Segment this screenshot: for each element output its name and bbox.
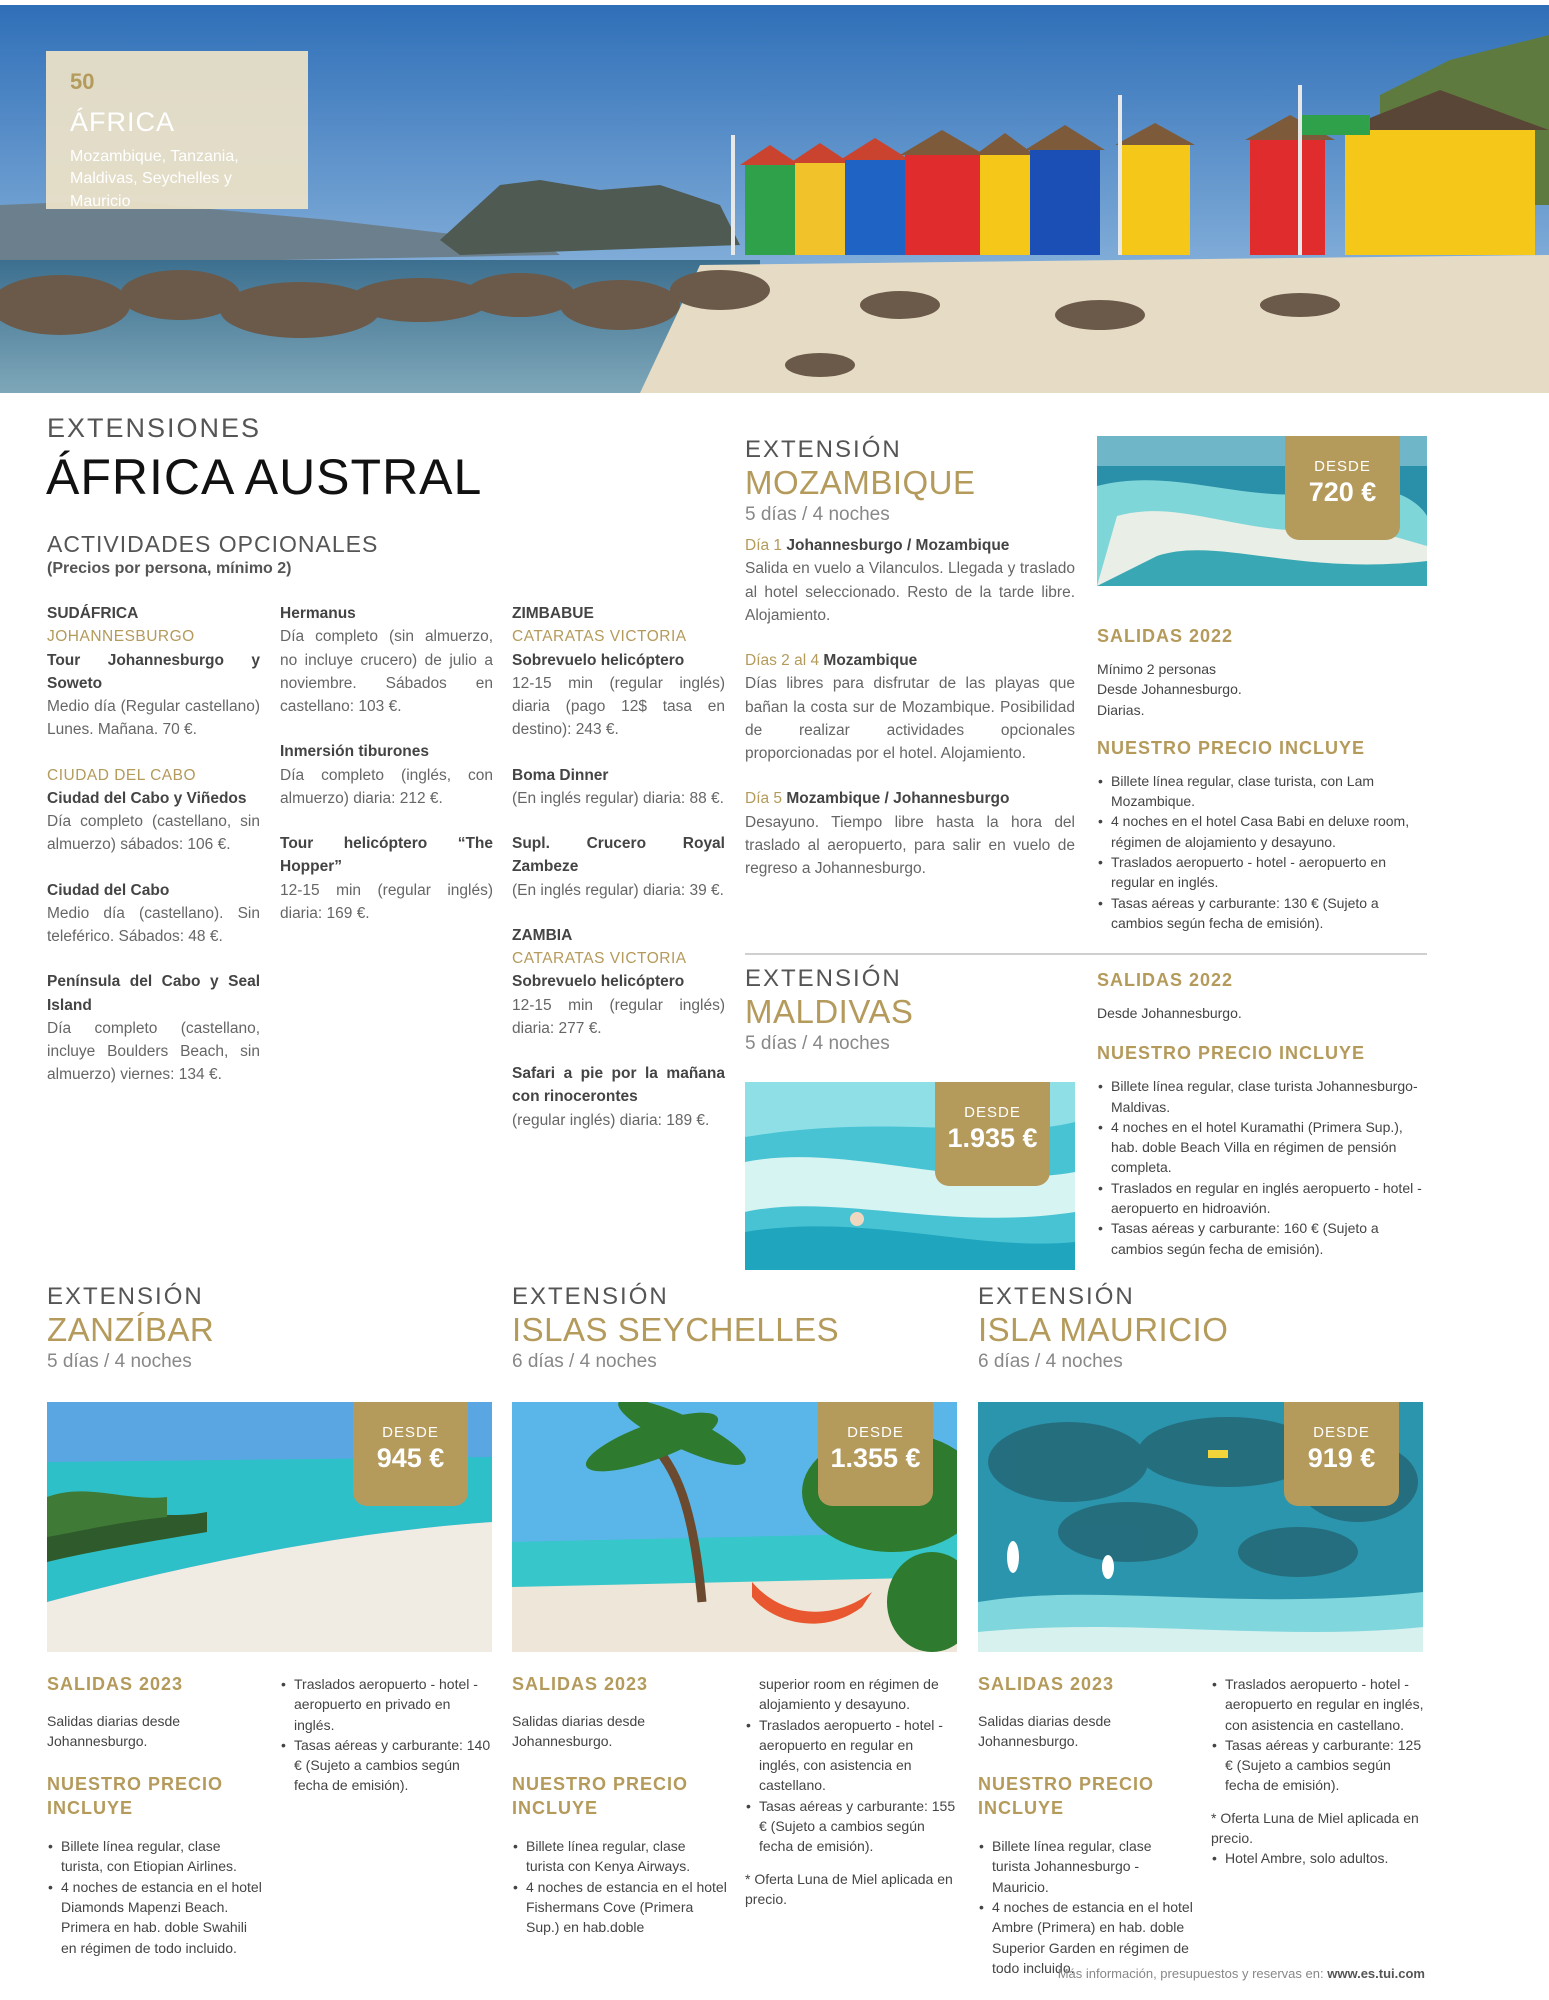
day-title: Mozambique <box>823 652 918 669</box>
price-badge <box>935 1082 1050 1186</box>
country-label: ZAMBIA <box>512 926 573 944</box>
list-item: • Billete línea regular, clase turista Johannesburgo - Mauricio. <box>992 1836 1193 1897</box>
destination-title: MALDIVAS <box>745 993 914 1030</box>
incluye-title: NUESTRO PRECIO INCLUYE <box>47 1773 224 1818</box>
mauricio-details-right <box>1211 1674 1426 1869</box>
footer <box>1058 1966 1425 1981</box>
badge-label: DESDE <box>1313 1424 1370 1441</box>
activity-title: Hermanus <box>280 605 356 622</box>
salidas-line: Mínimo 2 personas <box>1097 661 1217 677</box>
country-label: ZIMBABUE <box>512 605 594 622</box>
duration: 6 días / 4 noches <box>978 1351 1123 1372</box>
list-item: • Hotel Ambre, solo adultos. <box>1225 1848 1426 1868</box>
day-text: Desayuno. Tiempo libre hasta la hora del traslado al aeropuerto, para salir en vuelo de regreso a Johannesburgo. <box>745 813 1075 877</box>
activity-text: Día completo (castellano, sin almuerzo) sábados: 106 €. <box>47 813 260 854</box>
activity-item <box>47 787 260 857</box>
incluye-title: NUESTRO PRECIO INCLUYE <box>1097 1043 1366 1064</box>
incluye-list <box>1097 771 1427 933</box>
zanzibar-details-right <box>280 1674 492 1796</box>
salidas-title: SALIDAS 2022 <box>1097 970 1234 990</box>
activity-item <box>47 970 260 1086</box>
city-label: CATARATAS VICTORIA <box>512 950 687 967</box>
list-item: • Traslados en regular en inglés aeropuerto - hotel - aeropuerto en hidroavión. <box>1111 1178 1427 1219</box>
list-item: • Billete línea regular, clase turista, con Etiopian Airlines. <box>61 1836 262 1877</box>
badge-label: DESDE <box>1314 458 1371 475</box>
duration: 5 días / 4 noches <box>47 1351 192 1372</box>
day-label: Día 5 <box>745 790 783 808</box>
list-item: • 4 noches de estancia en el hotel Fishermans Cove (Primera Sup.) en hab.doble <box>526 1877 727 1938</box>
activity-text: (En inglés regular) diaria: 88 €. <box>512 789 724 807</box>
activity-text: 12-15 min (regular inglés) diaria (pago 12$ tasa en destino): 243 €. <box>512 674 725 739</box>
badge-label: DESDE <box>964 1104 1021 1121</box>
page-title: ÁFRICA AUSTRAL <box>46 449 483 505</box>
activity-title: Ciudad del Cabo y Viñedos <box>47 789 247 807</box>
destination-title: ISLA MAURICIO <box>978 1311 1229 1348</box>
extension-kicker: EXTENSIÓN <box>745 436 902 463</box>
city-label: CATARATAS VICTORIA <box>512 628 687 646</box>
price-badge <box>1285 436 1400 540</box>
duration: 6 días / 4 noches <box>512 1351 657 1372</box>
mauricio-header <box>978 1283 1228 1373</box>
badge-price: 1.935 € <box>947 1123 1038 1153</box>
activity-item <box>280 602 493 718</box>
extensiones-kicker: EXTENSIONES <box>47 413 262 443</box>
list-item: • Traslados aeropuerto - hotel - aeropuerto en privado en inglés. <box>294 1674 492 1735</box>
activity-item <box>512 970 725 1040</box>
extension-kicker: EXTENSIÓN <box>978 1283 1135 1310</box>
activity-item <box>47 879 260 949</box>
salidas-line: Desde Johannesburgo. <box>1097 681 1242 698</box>
incluye-list <box>280 1674 492 1796</box>
list-item: • 4 noches de estancia en el hotel Diamonds Mapenzi Beach. Primera en hab. doble Swahili en régimen de todo incluido. <box>61 1877 262 1958</box>
incluye-list <box>47 1836 262 1958</box>
salidas-title: SALIDAS 2023 <box>512 1674 649 1694</box>
duration: 5 días / 4 noches <box>745 504 890 525</box>
activity-title: Península del Cabo y Seal Island <box>47 973 260 1014</box>
badge-label: DESDE <box>382 1424 439 1441</box>
activity-text: Día completo (castellano, incluye Boulders Beach, sin almuerzo) viernes: 134 €. <box>47 1019 260 1084</box>
list-item: • Traslados aeropuerto - hotel - aeropuerto en regular en inglés. <box>1111 852 1427 893</box>
itinerary-day <box>745 534 1075 627</box>
price-badge <box>818 1402 933 1506</box>
day-text: Días libres para disfrutar de las playas que bañan la costa sur de Mozambique. Posibilidad de realizar actividades opcionales proporcionadas por el hotel. Alojamiento. <box>745 675 1075 762</box>
salidas-title: SALIDAS 2023 <box>978 1674 1115 1694</box>
country-label: SUDÁFRICA <box>47 605 139 622</box>
section-divider <box>745 953 1427 955</box>
activity-title: Tour helicóptero “The Hopper” <box>280 835 493 876</box>
page-number: 50 <box>70 69 95 94</box>
maldivas-details <box>1097 970 1427 1259</box>
header-label-box <box>46 51 308 209</box>
itinerary-day <box>745 787 1075 880</box>
list-item: • 4 noches en el hotel Casa Babi en deluxe room, régimen de alojamiento y desayuno. <box>1111 811 1427 852</box>
incluye-list <box>1097 1076 1427 1259</box>
extension-kicker: EXTENSIÓN <box>47 1283 204 1310</box>
salidas-title: SALIDAS 2023 <box>47 1674 184 1694</box>
zanzibar-details-left <box>47 1674 262 1958</box>
activity-item <box>280 832 493 925</box>
badge-label: DESDE <box>847 1424 904 1441</box>
zanzibar-header <box>47 1283 214 1373</box>
price-badge <box>1284 1402 1399 1506</box>
extension-kicker: EXTENSIÓN <box>745 965 902 992</box>
activity-text: 12-15 min (regular inglés) diaria: 169 €. <box>280 881 493 922</box>
day-title: Johannesburgo / Mozambique <box>786 537 1010 554</box>
list-item: • 4 noches en el hotel Kuramathi (Primera Sup.), hab. doble Beach Villa en régimen de pensión completa. <box>1111 1117 1427 1178</box>
activities-col-2 <box>280 602 493 947</box>
maldivas-header <box>745 965 913 1055</box>
activity-title: Safari a pie por la mañana con rinocerontes <box>512 1065 725 1106</box>
destination-title: MOZAMBIQUE <box>745 464 976 501</box>
incluye-list <box>512 1836 727 1937</box>
activity-title: Inmersión tiburones <box>280 743 429 761</box>
incluye-list <box>978 1836 1193 1978</box>
salidas-text <box>1097 659 1427 720</box>
list-item: • Tasas aéreas y carburante: 130 € (Sujeto a cambios según fecha de emisión). <box>1111 893 1427 934</box>
incluye-title: NUESTRO PRECIO INCLUYE <box>978 1773 1155 1818</box>
activities-title: ACTIVIDADES OPCIONALES <box>47 531 379 557</box>
region-subtitle: Mozambique, Tanzania, Maldivas, Seychelles y Mauricio <box>70 148 239 210</box>
seychelles-details-right <box>745 1674 957 1909</box>
seychelles-header <box>512 1283 839 1373</box>
activity-title: Supl. Crucero Royal Zambeze <box>512 835 725 876</box>
salidas-text: Salidas diarias desde Johannesburgo. <box>512 1713 646 1750</box>
list-item: • Tasas aéreas y carburante: 140 € (Sujeto a cambios según fecha de emisión). <box>294 1735 492 1796</box>
activity-text: Medio día (Regular castellano) Lunes. Mañana. 70 €. <box>47 698 260 739</box>
activity-text: 12-15 min (regular inglés) diaria: 277 €. <box>512 996 725 1037</box>
list-item: • Tasas aéreas y carburante: 155 € (Sujeto a cambios según fecha de emisión). <box>759 1796 957 1857</box>
activity-item <box>512 832 725 902</box>
list-item: • Tasas aéreas y carburante: 160 € (Sujeto a cambios según fecha de emisión). <box>1111 1218 1427 1259</box>
salidas-text: Salidas diarias desde Johannesburgo. <box>47 1713 181 1750</box>
incluye-title: NUESTRO PRECIO INCLUYE <box>512 1773 689 1818</box>
list-item: • Tasas aéreas y carburante: 125 € (Sujeto a cambios según fecha de emisión). <box>1225 1735 1426 1796</box>
destination-title: ISLAS SEYCHELLES <box>512 1311 840 1348</box>
duration: 5 días / 4 noches <box>745 1033 890 1054</box>
incluye-continuation: superior room en régimen de alojamiento y desayuno. <box>759 1676 939 1713</box>
salidas-line: Diarias. <box>1097 701 1145 718</box>
activity-title: Tour Johannesburgo y Soweto <box>47 651 260 692</box>
activity-text: Día completo (sin almuerzo, no incluye crucero) de julio a noviembre. Sábados en castellano: 103 €. <box>280 628 493 715</box>
honeymoon-note: * Oferta Luna de Miel aplicada en precio. <box>745 1870 953 1907</box>
salidas-title: SALIDAS 2022 <box>1097 626 1234 646</box>
activity-title: Sobrevuelo helicóptero <box>512 973 685 991</box>
mozambique-details <box>1097 626 1427 933</box>
honeymoon-note: * Oferta Luna de Miel aplicada en precio. <box>1211 1809 1419 1847</box>
incluye-title: NUESTRO PRECIO INCLUYE <box>1097 737 1366 758</box>
incluye-list <box>1211 1674 1426 1796</box>
activity-item <box>512 764 725 811</box>
list-item: • Billete línea regular, clase turista con Kenya Airways. <box>526 1836 727 1877</box>
activity-item <box>512 1062 725 1132</box>
activity-title: Ciudad del Cabo <box>47 881 170 899</box>
activity-title: Boma Dinner <box>512 766 609 784</box>
activity-item <box>512 649 725 742</box>
activity-text: (En inglés regular) diaria: 39 €. <box>512 881 724 899</box>
list-item: • 4 noches de estancia en el hotel Ambre (Primera) en hab. doble Superior Garden en régimen de todo incluido. <box>992 1897 1193 1978</box>
footer-text: Más información, presupuestos y reservas en: <box>1057 1966 1324 1981</box>
destination-title: ZANZÍBAR <box>47 1311 215 1348</box>
activity-title: Sobrevuelo helicóptero <box>512 651 685 669</box>
day-text: Salida en vuelo a Vilanculos. Llegada y traslado al hotel seleccionado. Resto de la tarde libre. Alojamiento. <box>745 560 1075 624</box>
incluye-list <box>745 1715 957 1857</box>
footer-link[interactable]: www.es.tui.com <box>1327 1966 1425 1981</box>
mauricio-details-left <box>978 1674 1193 1978</box>
itinerary-day <box>745 649 1075 765</box>
list-item: • Billete línea regular, clase turista, con Lam Mozambique. <box>1111 771 1427 812</box>
activities-note: (Precios por persona, mínimo 2) <box>47 560 292 577</box>
city-label: JOHANNESBURGO <box>47 628 195 646</box>
activity-text: (regular inglés) diaria: 189 €. <box>512 1111 710 1129</box>
extension-kicker: EXTENSIÓN <box>512 1283 669 1310</box>
day-label: Días 2 al 4 <box>745 652 820 669</box>
list-item: • Traslados aeropuerto - hotel - aeropuerto en regular en inglés, con asistencia en castellano. <box>759 1715 957 1796</box>
badge-price: 919 € <box>1307 1443 1376 1473</box>
day-title: Mozambique / Johannesburgo <box>786 790 1010 808</box>
price-badge <box>353 1402 468 1506</box>
region-title: ÁFRICA <box>70 107 176 137</box>
activity-item <box>47 649 260 742</box>
salidas-text: Salidas diarias desde Johannesburgo. <box>978 1713 1112 1750</box>
activities-col-1 <box>47 602 260 1109</box>
badge-price: 1.355 € <box>830 1443 921 1473</box>
list-item: • Billete línea regular, clase turista Johannesburgo-Maldivas. <box>1111 1076 1427 1117</box>
note-list <box>1211 1848 1426 1868</box>
city-label: CIUDAD DEL CABO <box>47 766 197 784</box>
badge-price: 945 € <box>376 1443 445 1473</box>
day-label: Día 1 <box>745 537 783 554</box>
list-item: • Traslados aeropuerto - hotel - aeropuerto en regular en inglés, con asistencia en castellano. <box>1225 1674 1426 1735</box>
activity-item <box>280 740 493 810</box>
salidas-text: Desde Johannesburgo. <box>1097 1005 1242 1021</box>
badge-price: 720 € <box>1308 477 1377 507</box>
activity-text: Medio día (castellano). Sin teleférico. Sábados: 48 €. <box>47 904 260 945</box>
seychelles-details-left <box>512 1674 727 1938</box>
mozambique-itinerary <box>745 534 1075 902</box>
activity-text: Día completo (inglés, con almuerzo) diaria: 212 €. <box>280 766 493 807</box>
activities-col-3 <box>512 602 725 1154</box>
mozambique-header <box>745 436 976 526</box>
